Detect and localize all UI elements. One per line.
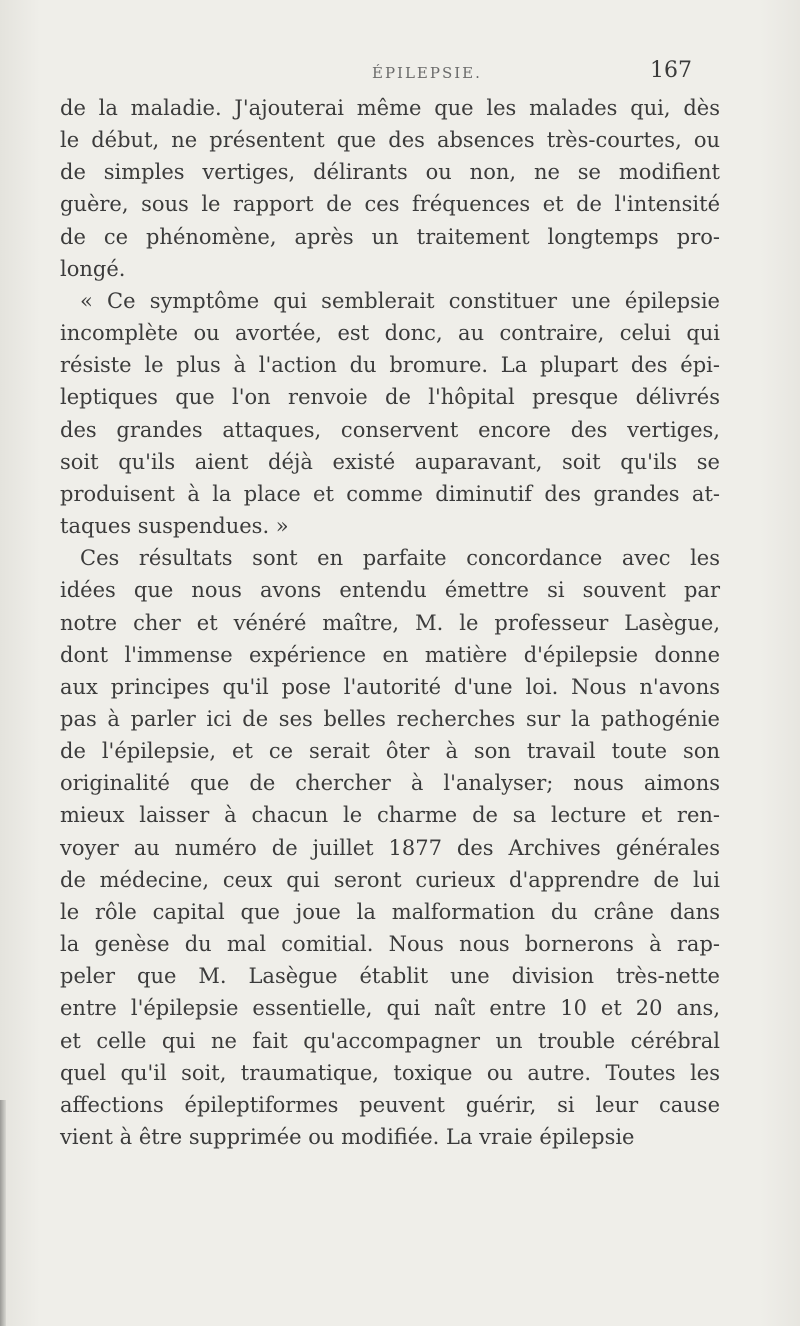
text-line: des grandes attaques, conservent encore des vertiges, [60, 417, 720, 442]
text-line: et celle qui ne fait qu'accompagner un trouble cérébral [60, 1028, 720, 1053]
text-line: entre l'épilepsie essentielle, qui naît entre 10 et 20 ans, [60, 996, 720, 1021]
text-line: de la maladie. J'ajouterai même que les malades qui, dès [60, 96, 720, 120]
text-line: le rôle capital que joue la malformation du crâne dans [60, 899, 720, 924]
text-line: mieux laisser à chacun le charme de sa lecture et ren- [60, 803, 720, 828]
text-line: originalité que de chercher à l'analyser; nous aimons [60, 771, 720, 796]
page-edge-shadow [0, 1100, 6, 1326]
text-line: résiste le plus à l'action du bromure. La plupart des épi- [60, 353, 720, 378]
text-line: la genèse du mal comitial. Nous nous bornerons à rap- [60, 932, 720, 957]
text-line: affections épileptiformes peuvent guérir, si leur cause [60, 1092, 720, 1117]
text-line: quel qu'il soit, traumatique, toxique ou autre. Toutes les [60, 1060, 720, 1085]
text-line: idées que nous avons entendu émettre si souvent par [60, 578, 720, 603]
text-line: voyer au numéro de juillet 1877 des Archives générales [60, 835, 720, 860]
text-line: produisent à la place et comme diminutif des grandes at- [60, 481, 720, 506]
text-line: pas à parler ici de ses belles recherches sur la pathogénie [60, 706, 720, 731]
text-line: de simples vertiges, délirants ou non, ne se modifient [60, 160, 720, 185]
text-line: Ces résultats sont en parfaite concordance avec les [80, 546, 720, 571]
text-line: dont l'immense expérience en matière d'épilepsie donne [60, 642, 720, 667]
text-line: guère, sous le rapport de ces fréquences et de l'intensité [60, 192, 720, 217]
text-line: incomplète ou avortée, est donc, au contraire, celui qui [60, 321, 720, 346]
body-text [60, 92, 720, 1153]
text-line: peler que M. Lasègue établit une division très-nette [60, 964, 720, 989]
text-line: taques suspendues. » [60, 514, 289, 539]
running-title: ÉPILEPSIE. [372, 64, 482, 82]
text-line: longé. [60, 256, 126, 281]
text-line: notre cher et vénéré maître, M. le professeur Lasègue, [60, 610, 720, 635]
text-line: de l'épilepsie, et ce serait ôter à son travail toute son [60, 739, 720, 764]
text-line: de ce phénomène, après un traitement longtemps pro- [60, 224, 720, 249]
text-line: soit qu'ils aient déjà existé auparavant, soit qu'ils se [60, 449, 720, 474]
page-number: 167 [650, 58, 692, 83]
text-line: vient à être supprimée ou modifiée. La vraie épilepsie [60, 1125, 635, 1149]
text-line: « Ce symptôme qui semblerait constituer une épilepsie [80, 288, 720, 313]
text-line: de médecine, ceux qui seront curieux d'apprendre de lui [60, 867, 720, 892]
text-line: le début, ne présentent que des absences très-courtes, ou [60, 128, 720, 153]
text-line: aux principes qu'il pose l'autorité d'une loi. Nous n'avons [60, 674, 720, 699]
text-line: leptiques que l'on renvoie de l'hôpital presque délivrés [60, 385, 720, 410]
